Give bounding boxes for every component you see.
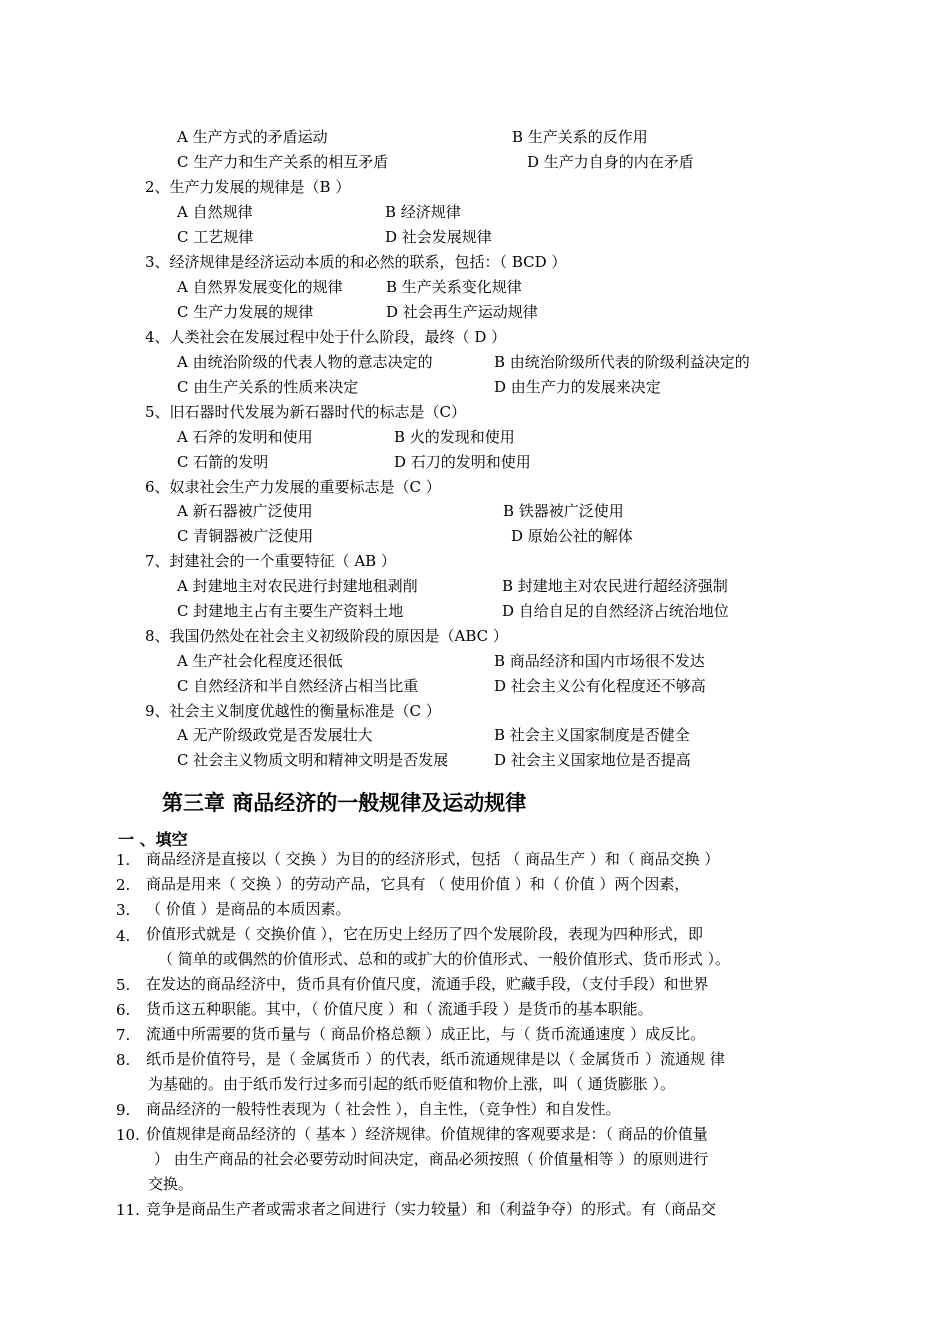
question-stem: 6、奴隶社会生产力发展的重要标志是（C ）: [145, 478, 441, 496]
option-b: B 商品经济和国内市场很不发达: [494, 652, 705, 670]
option-a: A 无产阶级政党是否发展壮大: [177, 726, 373, 744]
option-d: D 由生产力的发展来决定: [494, 378, 661, 396]
option-c: C 生产力发展的规律: [177, 303, 314, 321]
item-line: 价值形式就是（ 交换价值 ），它在历史上经历了四个发展阶段，表现为四种形式，即: [146, 925, 704, 943]
question-stem: 8、我国仍然处在社会主义初级阶段的原因是（ABC ）: [145, 627, 508, 645]
option-d: D 社会主义国家地位是否提高: [494, 751, 691, 769]
fill-item: [146, 1047, 806, 1097]
q1-option-c: C 生产力和生产关系的相互矛盾: [177, 153, 389, 171]
question-stem: 9、社会主义制度优越性的衡量标准是（C ）: [145, 702, 441, 720]
question-stem: 2、生产力发展的规律是（B ）: [145, 178, 351, 196]
item-line: （ 简单的或偶然的价值形式、总和的或扩大的价值形式、一般价值形式、货币形式 ）。: [158, 950, 731, 968]
question-stem: 5、旧石器时代发展为新石器时代的标志是（C）: [145, 403, 467, 421]
item-line: 流通中所需要的货币量与（ 商品价格总额 ）成正比，与（ 货币流通速度 ）成反比。: [146, 1025, 706, 1043]
item-number: 11.: [116, 1201, 140, 1219]
option-a: A 封建地主对农民进行封建地租剥削: [177, 577, 418, 595]
option-a: A 自然规律: [177, 203, 253, 221]
option-a: A 由统治阶级的代表人物的意志决定的: [177, 353, 433, 371]
question-stem: 4、人类社会在发展过程中处于什么阶段，最终（ D ）: [145, 328, 507, 346]
option-c: C 工艺规律: [177, 228, 254, 246]
fill-item: [146, 972, 806, 997]
item-line: 商品是用来（ 交换 ）的劳动产品，它具有 （ 使用价值 ）和（ 价值 ）两个因素，: [146, 875, 690, 893]
question-stem: 7、封建社会的一个重要特征（ AB ）: [145, 552, 396, 570]
q1-option-d: D 生产力自身的内在矛盾: [527, 153, 694, 171]
item-line: 为基础的。由于纸币发行过多而引起的纸币贬值和物价上涨，叫（ 通货膨胀 ）。: [148, 1075, 676, 1093]
option-a: A 自然界发展变化的规律: [177, 278, 343, 296]
option-b: B 由统治阶级所代表的阶级利益决定的: [494, 353, 750, 371]
item-line: （ 价值 ）是商品的本质因素。: [146, 900, 351, 918]
option-a: A 生产社会化程度还很低: [177, 652, 343, 670]
item-number: 3.: [116, 901, 131, 919]
item-number: 2.: [116, 876, 131, 894]
option-a: A 新石器被广泛使用: [177, 502, 313, 520]
option-b: B 社会主义国家制度是否健全: [494, 726, 690, 744]
fill-item: [146, 1097, 806, 1122]
item-line: 商品经济是直接以（ 交换 ）为目的的经济形式，包括 （ 商品生产 ）和（ 商品交换 ）: [146, 850, 720, 868]
option-c: C 自然经济和半自然经济占相当比重: [177, 677, 419, 695]
option-d: D 社会发展规律: [385, 228, 492, 246]
item-line: 货币这五种职能。其中，（ 价值尺度 ）和（ 流通手段 ）是货币的基本职能。: [146, 1000, 653, 1018]
option-b: B 生产关系变化规律: [386, 278, 522, 296]
item-number: 1.: [116, 851, 131, 869]
item-line: 交换。: [148, 1175, 194, 1193]
option-c: C 封建地主占有主要生产资料土地: [177, 602, 404, 620]
fill-item: [146, 1022, 806, 1047]
item-number: 6.: [116, 1001, 131, 1019]
item-number: 8.: [116, 1051, 131, 1069]
option-c: C 由生产关系的性质来决定: [177, 378, 359, 396]
fill-item: [146, 897, 806, 922]
item-line: ） 由生产商品的社会必要劳动时间决定，商品必须按照（ 价值量相等 ）的原则进行: [154, 1150, 709, 1168]
option-d: D 石刀的发明和使用: [394, 453, 531, 471]
section-title: 一 、填空: [118, 830, 188, 849]
option-b: B 火的发现和使用: [394, 428, 515, 446]
option-b: B 封建地主对农民进行超经济强制: [502, 577, 728, 595]
fill-item: [146, 1197, 806, 1222]
option-c: C 石箭的发明: [177, 453, 269, 471]
fill-item: [146, 872, 806, 897]
fill-item: [146, 1122, 806, 1197]
option-d: D 社会再生产运动规律: [386, 303, 538, 321]
item-number: 5.: [116, 976, 131, 994]
option-d: D 社会主义公有化程度还不够高: [494, 677, 706, 695]
fill-item: [146, 997, 806, 1022]
q1-option-b: B 生产关系的反作用: [512, 128, 648, 146]
item-line: 竞争是商品生产者或需求者之间进行（实力较量）和（利益争夺）的形式。有（商品交: [146, 1200, 717, 1218]
option-b: B 经济规律: [385, 203, 461, 221]
fill-item: [146, 847, 806, 872]
option-c: C 青铜器被广泛使用: [177, 527, 314, 545]
option-d: D 自给自足的自然经济占统治地位: [502, 602, 729, 620]
fill-item: [146, 922, 806, 972]
item-line: 纸币是价值符号，是（ 金属货币 ）的代表，纸币流通规律是以（ 金属货币 ）流通规 律: [146, 1050, 725, 1068]
item-number: 7.: [116, 1026, 131, 1044]
item-number: 9.: [116, 1101, 131, 1119]
option-b: B 铁器被广泛使用: [503, 502, 624, 520]
question-stem: 3、经济规律是经济运动本质的和必然的联系，包括：（ BCD ）: [145, 253, 567, 271]
option-c: C 社会主义物质文明和精神文明是否发展: [177, 751, 449, 769]
item-line: 在发达的商品经济中，货币具有价值尺度，流通手段，贮藏手段，（支付手段）和世界: [146, 975, 709, 993]
item-number: 10.: [116, 1126, 140, 1144]
q1-option-a: A 生产方式的矛盾运动: [177, 128, 328, 146]
chapter-title: 第三章 商品经济的一般规律及运动规律: [162, 791, 527, 815]
option-d: D 原始公社的解体: [511, 527, 633, 545]
item-line: 价值规律是商品经济的（ 基本 ）经济规律。价值规律的客观要求是：（ 商品的价值量: [146, 1125, 708, 1143]
item-number: 4.: [116, 927, 131, 945]
option-a: A 石斧的发明和使用: [177, 428, 313, 446]
item-line: 商品经济的一般特性表现为（ 社会性 ），自主性，（竞争性）和自发性。: [146, 1100, 621, 1118]
